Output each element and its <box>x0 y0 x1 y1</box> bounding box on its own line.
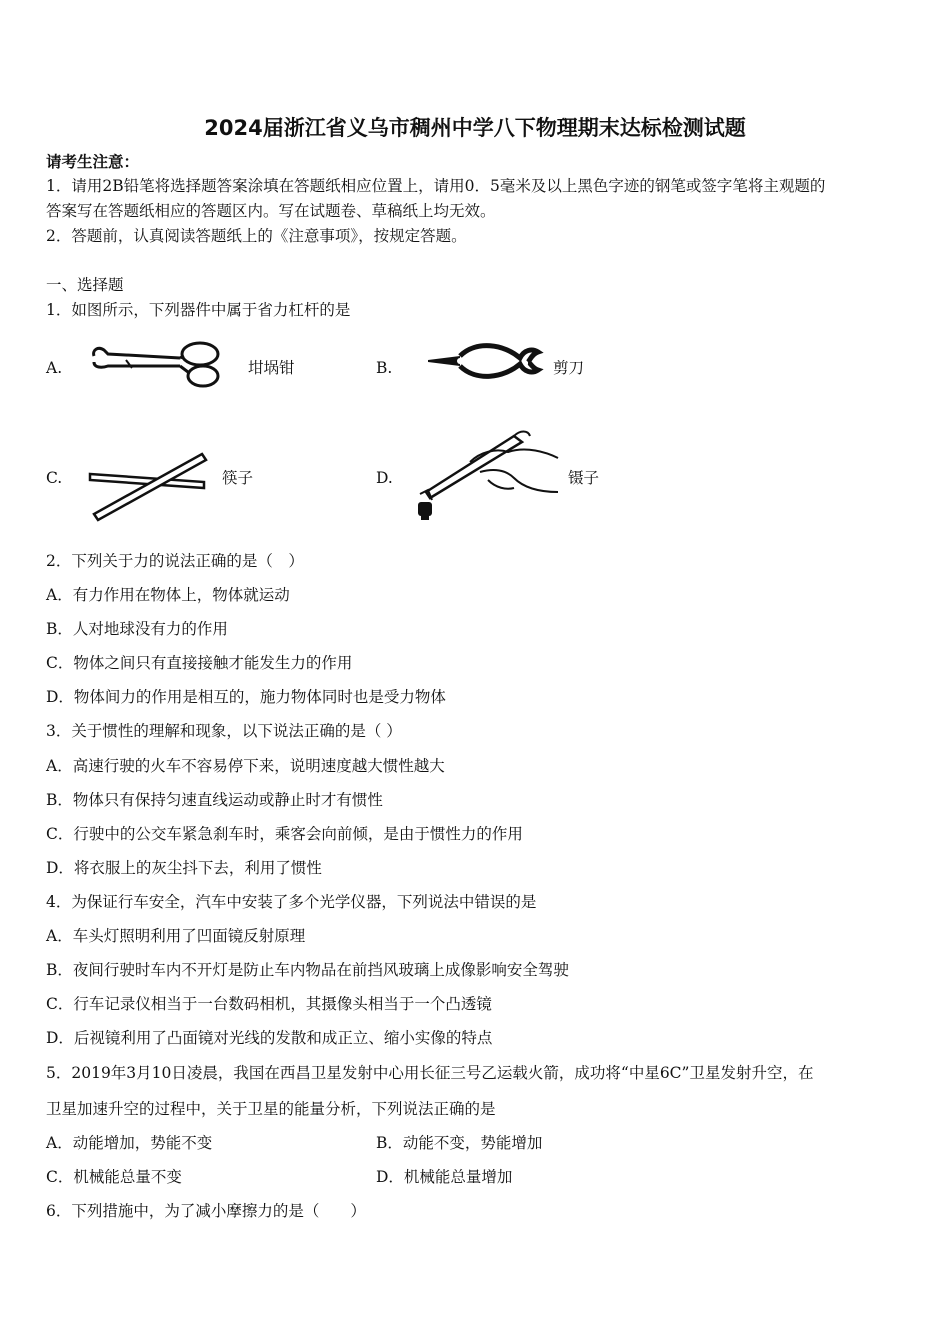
q1-stem: 1．如图所示，下列器件中属于省力杠杆的是 <box>46 301 351 319</box>
tweezers-icon <box>410 422 566 524</box>
q1-option-a-label: 坩埚钳 <box>248 359 295 377</box>
notice-heading: 请考生注意： <box>46 152 140 171</box>
q2-option-c: C．物体之间只有直接接触才能发生力的作用 <box>46 654 353 672</box>
q4-option-a: A．车头灯照明利用了凹面镜反射原理 <box>46 927 306 945</box>
q3-option-a: A．高速行驶的火车不容易停下来，说明速度越大惯性越大 <box>46 757 445 775</box>
q1-option-b-letter: B. <box>376 359 393 377</box>
q2-option-b: B．人对地球没有力的作用 <box>46 620 228 638</box>
q5-option-b: B．动能不变，势能增加 <box>376 1134 543 1152</box>
q2-option-d: D．物体间力的作用是相互的，施力物体同时也是受力物体 <box>46 688 446 706</box>
q3-option-d: D．将衣服上的灰尘抖下去，利用了惯性 <box>46 859 322 877</box>
q1-option-c-label: 筷子 <box>222 469 254 487</box>
scissors-icon <box>424 340 544 384</box>
page-title: 2024届浙江省义乌市稠州中学八下物理期末达标检测试题 <box>204 116 746 140</box>
chopsticks-icon <box>86 448 210 522</box>
q4-option-b: B．夜间行驶时车内不开灯是防止车内物品在前挡风玻璃上成像影响安全驾驶 <box>46 961 569 979</box>
q1-option-a-letter: A. <box>46 359 63 377</box>
q1-option-b-label: 剪刀 <box>553 359 585 377</box>
q1-option-c-letter: C. <box>46 469 63 487</box>
q1-option-d-letter: D. <box>376 469 393 487</box>
q3-option-c: C．行驶中的公交车紧急刹车时，乘客会向前倾，是由于惯性力的作用 <box>46 825 523 843</box>
q5-stem-line-2: 卫星加速升空的过程中，关于卫星的能量分析，下列说法正确的是 <box>46 1100 496 1118</box>
q4-option-d: D．后视镜利用了凸面镜对光线的发散和成正立、缩小实像的特点 <box>46 1029 493 1047</box>
q3-stem: 3．关于惯性的理解和现象，以下说法正确的是（ ） <box>46 722 402 740</box>
q5-option-d: D．机械能总量增加 <box>376 1168 513 1186</box>
q2-stem: 2．下列关于力的说法正确的是（ ） <box>46 552 304 570</box>
q5-option-a: A．动能增加，势能不变 <box>46 1134 213 1152</box>
q6-stem: 6．下列措施中，为了减小摩擦力的是（ ） <box>46 1202 366 1220</box>
section-heading: 一、选择题 <box>46 276 124 294</box>
q3-option-b: B．物体只有保持匀速直线运动或静止时才有惯性 <box>46 791 383 809</box>
q5-option-c: C．机械能总量不变 <box>46 1168 182 1186</box>
q4-option-c: C．行车记录仪相当于一台数码相机，其摄像头相当于一个凸透镜 <box>46 995 492 1013</box>
crucible-tongs-icon <box>88 338 238 390</box>
notice-line-2: 答案写在答题纸相应的答题区内。写在试题卷、草稿纸上均无效。 <box>46 202 496 220</box>
q4-stem: 4．为保证行车安全，汽车中安装了多个光学仪器，下列说法中错误的是 <box>46 893 537 911</box>
q5-stem-line-1: 5．2019年3月10日凌晨，我国在西昌卫星发射中心用长征三号乙运载火箭，成功将“中星6C”卫星发射升空，在 <box>46 1064 814 1082</box>
q2-option-a: A．有力作用在物体上，物体就运动 <box>46 586 290 604</box>
q1-option-d-label: 镊子 <box>568 469 600 487</box>
notice-line-3: 2．答题前，认真阅读答题纸上的《注意事项》，按规定答题。 <box>46 227 467 245</box>
notice-line-1: 1．请用2B铅笔将选择题答案涂填在答题纸相应位置上，请用0．5毫米及以上黑色字迹的钢笔或签字笔将主观题的 <box>46 177 826 195</box>
